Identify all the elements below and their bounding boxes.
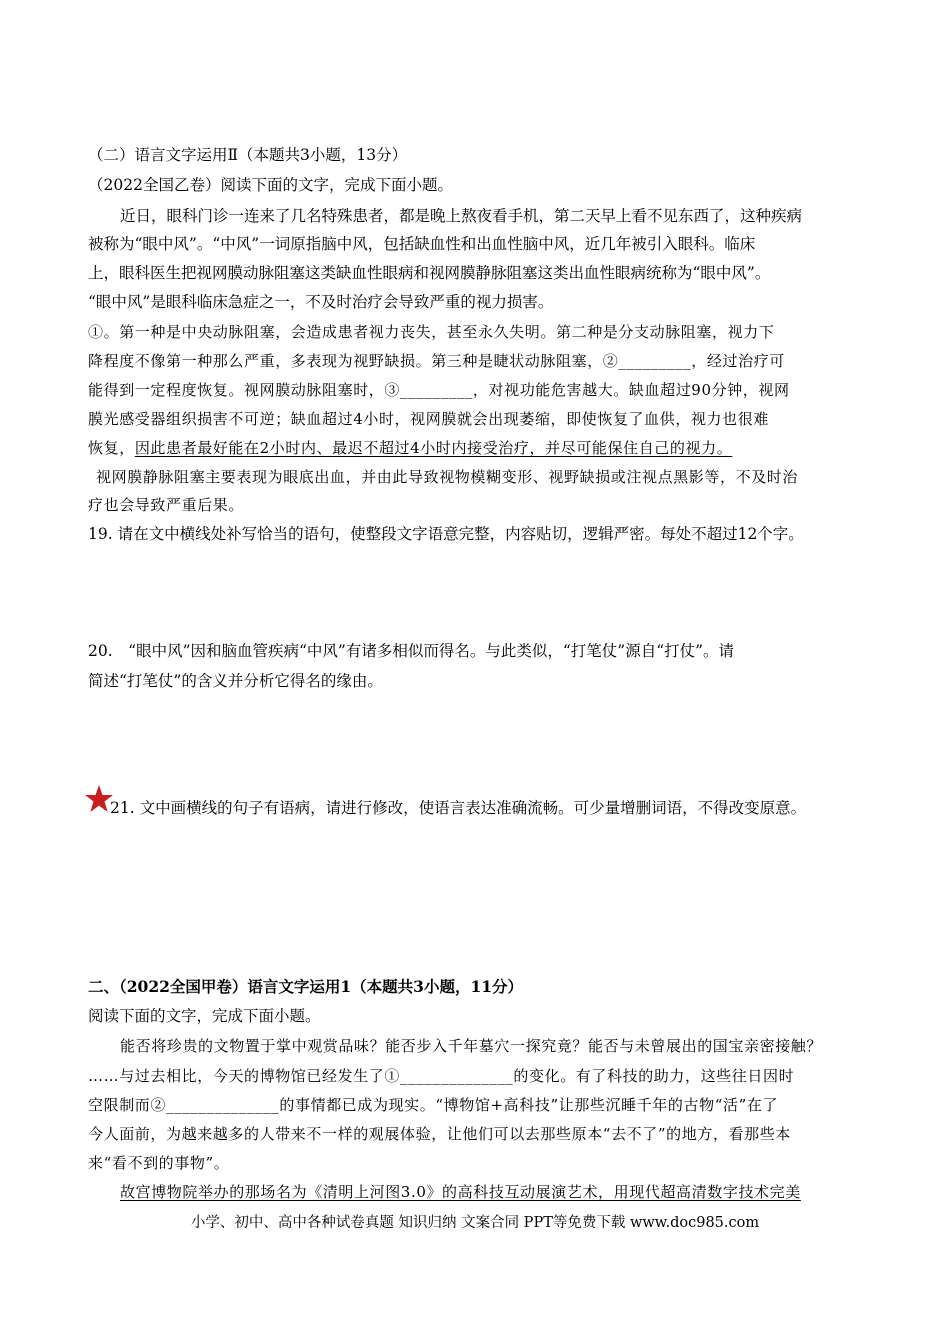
passage-line: 来“看不到的事物”。 xyxy=(88,1154,230,1172)
section-title: （二）语言文字运用Ⅱ（本题共3小题，13分） xyxy=(88,146,408,164)
passage-line: 空限制而②______________的事情都已成为现实。“博物馆+高科技”让那些沉睡千年的古物“活”在了 xyxy=(88,1096,779,1114)
passage-line: 能得到一定程度恢复。视网膜动脉阻塞时，③_________，对视功能危害越大。缺血超过90分钟，视网 xyxy=(88,381,790,399)
passage-line: ……与过去相比，今天的博物馆已经发生了①______________的变化。有了科技的助力，这些往日因时 xyxy=(88,1067,795,1085)
passage-line xyxy=(88,437,868,459)
question-21: 21. 文中画横线的句子有语病，请进行修改，使语言表达准确流畅。可少量增删词语，不得改变原意。 xyxy=(110,799,807,817)
passage-line: 能否将珍贵的文物置于掌中观赏品味？能否步入千年墓穴一探究竟？能否与未曾展出的国宝亲密接触？ xyxy=(120,1037,823,1055)
passage-line: ①。第一种是中央动脉阻塞，会造成患者视力丧失，甚至永久失明。第二种是分支动脉阻塞，视力下 xyxy=(88,323,775,341)
passage-line: “眼中风”是眼科临床急症之一，不及时治疗会导致严重的视力损害。 xyxy=(88,293,554,311)
passage-text: 恢复， xyxy=(88,439,135,457)
passage-line: 膜光感受器组织损害不可逆；缺血超过4小时，视网膜就会出现萎缩，即使恢复了血供，视力也很难 xyxy=(88,410,769,428)
passage-line: 疗也会导致严重后果。 xyxy=(88,496,245,514)
question-20: 简述“打笔仗”的含义并分析它得名的缘由。 xyxy=(88,672,383,690)
question-20: 20. “眼中风”因和脑血管疾病“中风”有诸多相似而得名。与此类似，“打笔仗”源自“打仗”。请 xyxy=(88,642,735,660)
passage-line: 视网膜静脉阻塞主要表现为眼底出血，并由此导致视物模糊变形、视野缺损或注视点黑影等，不及时治 xyxy=(96,468,799,486)
underlined-sentence: 故宫博物院举办的那场名为《清明上河图3.0》的高科技互动展演艺术，用现代超高清数字技术完美 xyxy=(120,1183,801,1201)
passage-line: 被称为“眼中风”。“中风”一词原指脑中风，包括缺血性和出血性脑中风，近几年被引入眼科。临床 xyxy=(88,235,756,253)
part-title: 二、（2022全国甲卷）语言文字运用1（本题共3小题，11分） xyxy=(88,977,524,996)
question-19: 19. 请在文中横线处补写恰当的语句，使整段文字语意完整，内容贴切，逻辑严密。每处不超过12个字。 xyxy=(88,525,804,543)
passage-line: 近日，眼科门诊一连来了几名特殊患者，都是晚上熬夜看手机，第二天早上看不见东西了，这种疾病 xyxy=(120,207,803,225)
underlined-sentence: 因此患者最好能在2小时内、最迟不超过4小时内接受治疗，并尽可能保住自己的视力。 xyxy=(134,439,733,457)
passage-line: 上，眼科医生把视网膜动脉阻塞这类缺血性眼病和视网膜静脉阻塞这类出血性眼病统称为“眼中风”。 xyxy=(88,264,771,282)
part-intro: 阅读下面的文字，完成下面小题。 xyxy=(88,1007,321,1025)
passage-line: 今人面前，为越来越多的人带来不一样的观展体验，让他们可以去那些原本“去不了”的地方，看那些本 xyxy=(88,1125,791,1143)
passage-line: 降程度不像第一种那么严重，多表现为视野缺损。第三种是睫状动脉阻塞，②_________，经过治疗可 xyxy=(88,352,785,370)
section-intro: （2022全国乙卷）阅读下面的文字，完成下面小题。 xyxy=(88,176,453,194)
page-footer: 小学、初中、高中各种试卷真题 知识归纳 文案合同 PPT等免费下载 www.doc985.com xyxy=(190,1215,760,1231)
